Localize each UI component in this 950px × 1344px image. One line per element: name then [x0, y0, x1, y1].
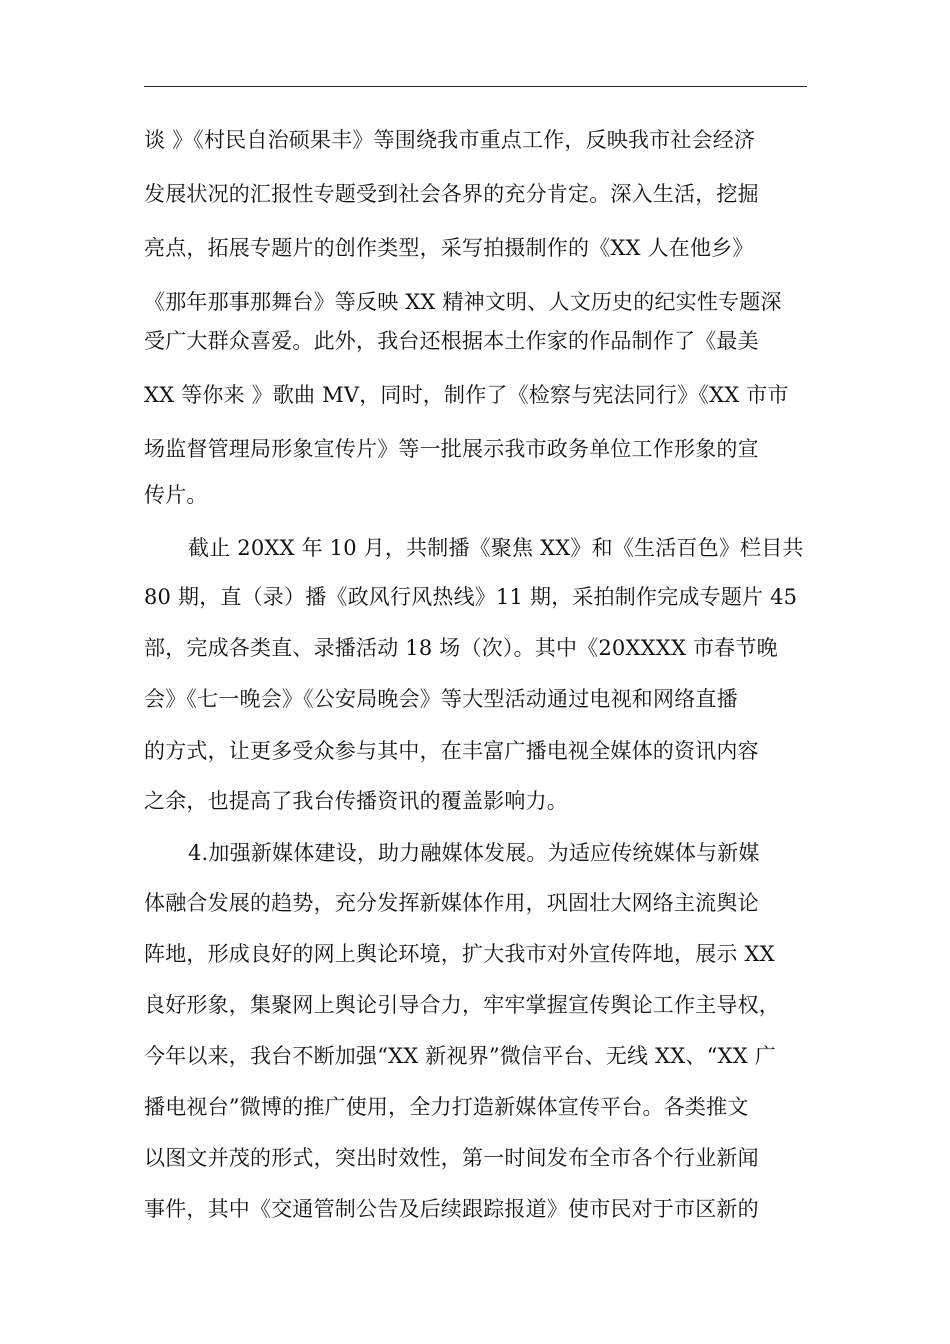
text-line: 《那年那事那舞台》等反映 XX 精神文明、人文历史的纪实性专题深 [144, 290, 782, 314]
text-line: 阵地，形成良好的网上舆论环境，扩大我市对外宣传阵地，展示 XX [144, 942, 775, 966]
text-line: 之余，也提高了我台传播资讯的覆盖影响力。 [144, 789, 568, 813]
header-rule [144, 86, 807, 87]
paragraph-first-line: 4.加强新媒体建设，助力融媒体发展。为适应传统媒体与新媒 [188, 841, 760, 865]
text-line: 事件，其中《交通管制公告及后续跟踪报道》使市民对于市区新的 [144, 1197, 759, 1221]
text-line: 发展状况的汇报性专题受到社会各界的充分肯定。深入生活，挖掘 [144, 182, 759, 206]
text-line: 的方式，让更多受众参与其中，在丰富广播电视全媒体的资讯内容 [144, 739, 759, 763]
text-line: 80 期，直（录）播《政风行风热线》11 期，采拍制作完成专题片 45 [144, 585, 798, 609]
text-line: 受广大群众喜爱。此外，我台还根据本土作家的作品制作了《最美 [144, 329, 759, 353]
text-line: 体融合发展的趋势，充分发挥新媒体作用，巩固壮大网络主流舆论 [144, 891, 759, 915]
text-line: 播电视台”微博的推广使用，全力打造新媒体宣传平台。各类推文 [144, 1095, 749, 1119]
text-line: XX 等你来 》歌曲 MV，同时，制作了《检察与宪法同行》《XX 市市 [144, 383, 789, 407]
paragraph-first-line: 截止 20XX 年 10 月，共制播《聚焦 XX》和《生活百色》栏目共 [188, 536, 804, 560]
text-line: 会》《七一晚会》《公安局晚会》等大型活动通过电视和网络直播 [144, 687, 738, 711]
text-line: 谈 》《村民自治硕果丰》等围绕我市重点工作，反映我市社会经济 [144, 128, 756, 152]
text-line: 以图文并茂的形式，突出时效性，第一时间发布全市各个行业新闻 [144, 1146, 759, 1170]
text-line: 今年以来，我台不断加强“XX 新视界”微信平台、无线 XX、“XX 广 [144, 1044, 776, 1068]
text-line: 部，完成各类直、录播活动 18 场（次）。其中《20XXXX 市春节晚 [144, 636, 778, 660]
text-line: 场监督管理局形象宣传片》等一批展示我市政务单位工作形象的宣 [144, 437, 759, 461]
text-line: 良好形象，集聚网上舆论引导合力，牢牢掌握宣传舆论工作主导权， [144, 993, 780, 1017]
text-line: 亮点，拓展专题片的创作类型，采写拍摄制作的《XX 人在他乡》 [144, 236, 754, 260]
text-line: 传片。 [144, 483, 208, 507]
